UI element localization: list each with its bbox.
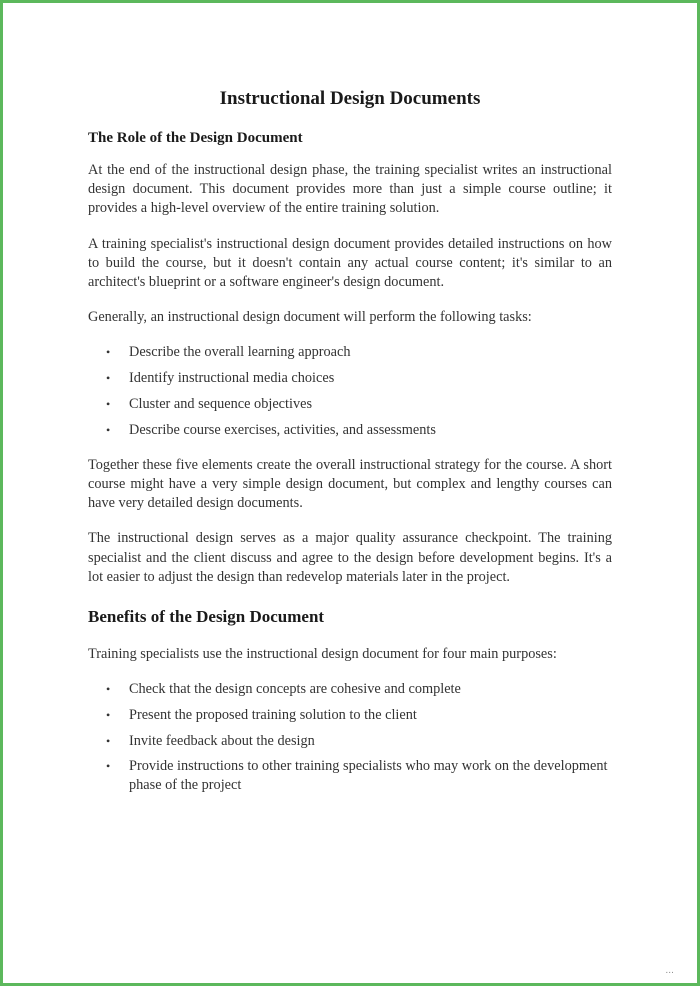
list-item-text: Cluster and sequence objectives	[129, 395, 313, 412]
list-item-text: Invite feedback about the design	[129, 732, 315, 749]
bullet-icon: •	[106, 759, 111, 774]
section-heading-benefits: Benefits of the Design Document	[88, 606, 325, 626]
paragraph: Together these five elements create the overall instructional strategy for the course. A short course might have a very simple design document, but complex and lengthy courses can have very detailed design documents.	[88, 456, 612, 512]
list-item-text: Provide instructions to other training specialists who may work on the development phase of the project	[129, 758, 608, 794]
paragraph: Training specialists use the instructional design document for four main purposes:	[88, 645, 557, 662]
list-item	[106, 757, 612, 795]
document-title: Instructional Design Documents	[219, 88, 481, 109]
bullet-icon: •	[106, 422, 111, 437]
paragraph: Generally, an instructional design document will perform the following tasks:	[88, 309, 532, 326]
bullet-icon: •	[106, 345, 111, 360]
paragraph: A training specialist's instructional design document provides detailed instructions on how to build the course, but it doesn't contain any actual course content; it's similar to an architect's blueprint or a software engineer's design document.	[88, 235, 612, 291]
list-item	[106, 706, 612, 725]
list-item-text: Identify instructional media choices	[129, 370, 335, 387]
section-heading-role: The Role of the Design Document	[88, 130, 303, 146]
footer-mark: ...	[665, 966, 674, 976]
document-body	[88, 88, 612, 812]
bullet-icon: •	[106, 396, 111, 411]
paragraph: At the end of the instructional design phase, the training specialist writes an instructional design document. This document provides more than just a simple course outline; it provides a high-level overview of the entire training solution.	[88, 162, 612, 217]
bullet-icon: •	[106, 707, 111, 722]
bullet-icon: •	[106, 682, 111, 697]
paragraph: The instructional design serves as a major quality assurance checkpoint. The training specialist and the client discuss and agree to the design before development begins. It's a lot easier to adjust the design than redevelop materials later in the project.	[88, 530, 612, 585]
list-item-text: Present the proposed training solution to the client	[129, 706, 417, 723]
list-item	[106, 369, 612, 388]
list-item-text: Describe the overall learning approach	[129, 344, 351, 361]
list-item	[106, 421, 612, 440]
bullet-icon: •	[106, 371, 111, 386]
list-item-text: Check that the design concepts are cohesive and complete	[129, 681, 461, 698]
list-item	[106, 343, 612, 362]
list-item	[106, 395, 612, 414]
list-item	[106, 680, 612, 699]
bullet-icon: •	[106, 733, 111, 748]
list-item-text: Describe course exercises, activities, and assessments	[129, 421, 436, 438]
purpose-list	[88, 680, 612, 796]
list-item	[106, 732, 612, 751]
task-list	[88, 343, 612, 439]
